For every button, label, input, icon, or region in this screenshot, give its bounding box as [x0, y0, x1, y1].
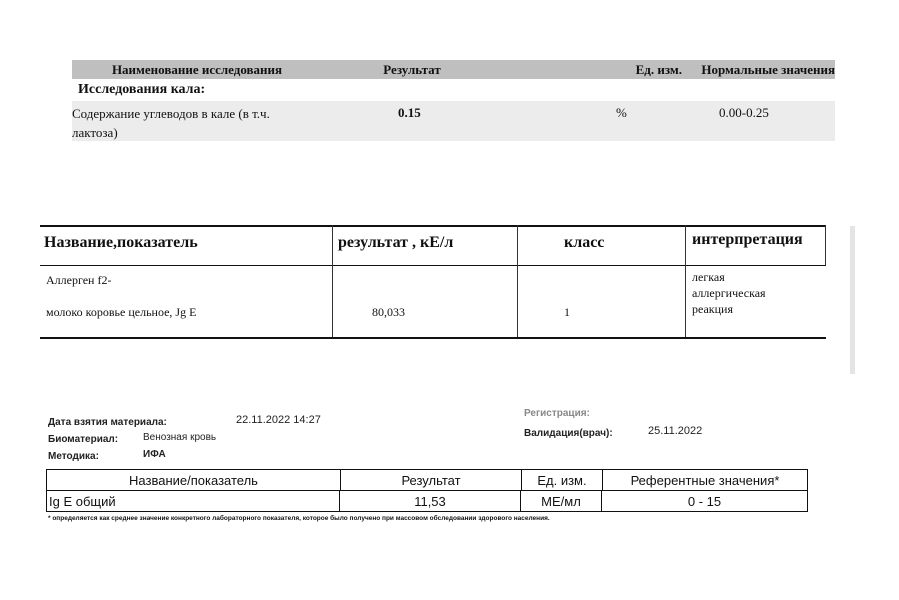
allergen-name: Аллерген f2- [46, 273, 112, 287]
biomaterial: Венозная кровь [143, 432, 217, 443]
header-name: Название,показатель [44, 234, 198, 251]
result-value: 11,53 [340, 491, 521, 511]
biomaterial-label: Биоматериал: [48, 434, 119, 445]
header-norm: Нормальные значения [701, 61, 835, 77]
registration-label: Регистрация: [524, 408, 590, 419]
table-header [47, 470, 807, 491]
header-interpretation: интерпретация [692, 231, 803, 248]
header-result: результат , кЕ/л [338, 234, 454, 251]
result-value: 80,033 [372, 305, 405, 319]
unit-value: МЕ/мл [521, 491, 602, 511]
result-value: 0.15 [398, 105, 421, 120]
ref-value: 0 - 15 [687, 493, 722, 509]
header-result: Результат [383, 61, 441, 77]
interpretation-line: легкая [692, 270, 725, 284]
header-name: Наименование исследования [111, 61, 283, 77]
test-name: Ig E общий [47, 491, 340, 511]
interpretation-line: аллергическая [692, 286, 766, 300]
table-row [47, 491, 807, 511]
table-header [72, 60, 835, 79]
norm-value: 0.00-0.25 [719, 105, 769, 120]
allergy-table [40, 225, 826, 339]
sample-date-label: Дата взятия материала: [48, 417, 167, 428]
ige-table [46, 469, 808, 512]
sample-date: 22.11.2022 14:27 [236, 414, 321, 426]
validation-label: Валидация(врач): [524, 428, 613, 439]
validation-date: 25.11.2022 [648, 425, 703, 437]
header-unit: Ед. изм. [522, 470, 603, 490]
unit-value: % [616, 105, 627, 120]
header-ref: Референтные значения* [630, 472, 780, 488]
table-row [72, 101, 835, 141]
header-class: класс [564, 234, 605, 251]
section-title: Исследования кала: [78, 82, 206, 97]
test-name: Содержание углеводов в кале (в т.ч. [72, 106, 270, 121]
footnote: * определяется как среднее значение конкретного лабораторного показателя, которое было получено при массовом обследовании здорового населения. [48, 515, 550, 522]
header-name: Название/показатель [47, 470, 341, 490]
header-unit: Ед. изм. [635, 61, 682, 77]
method: ИФА [143, 449, 166, 460]
method-label: Методика: [48, 451, 99, 462]
interpretation-line: реакция [692, 302, 733, 316]
allergen-name-cont: молоко коровье цельное, Jg E [46, 305, 197, 319]
stool-test-table [72, 60, 835, 141]
class-value: 1 [564, 305, 570, 319]
test-name-cont: лактоза) [72, 125, 118, 140]
scan-edge [850, 226, 855, 374]
header-result: Результат [341, 470, 522, 490]
